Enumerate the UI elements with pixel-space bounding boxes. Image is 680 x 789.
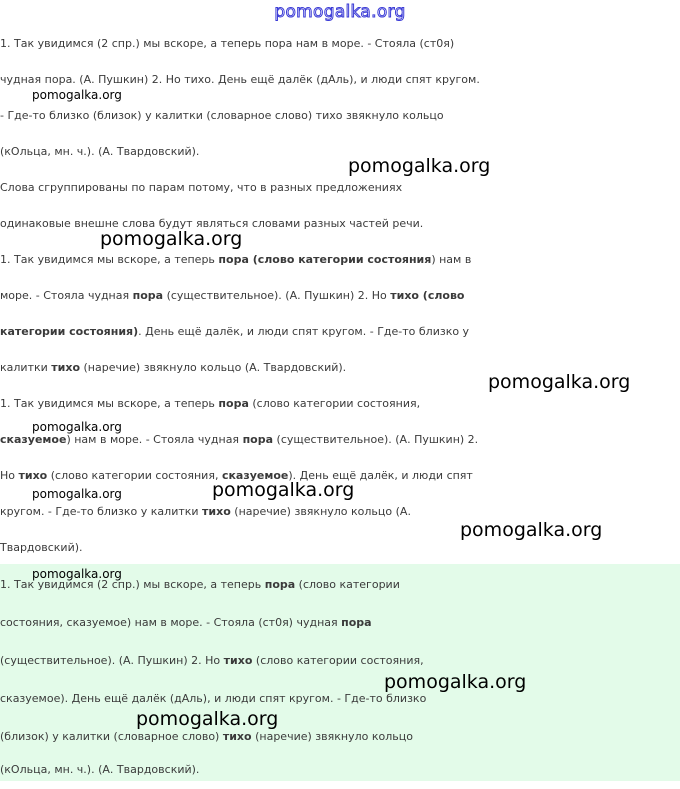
block5-line: 1. Так увидимся (2 спр.) мы вскоре, а теперь пора (слово категории xyxy=(0,578,400,591)
watermark: pomogalka.org xyxy=(136,708,279,730)
watermark: pomogalka.org xyxy=(348,155,491,177)
block3-line: море. - Стояла чудная пора (существительное). (А. Пушкин) 2. Но тихо (слово xyxy=(0,289,465,302)
block3-line: 1. Так увидимся мы вскоре, а теперь пора (слово категории состояния) нам в xyxy=(0,253,472,266)
watermark: pomogalka.org xyxy=(32,487,122,501)
block1-line: - Где-то близко (близок) у калитки (словарное слово) тихо звякнуло кольцо xyxy=(0,109,444,122)
watermark: pomogalka.org xyxy=(488,371,631,393)
block4-line: сказуемое) нам в море. - Стояла чудная пора (существительное). (А. Пушкин) 2. xyxy=(0,433,479,446)
watermark: pomogalka.org xyxy=(32,88,122,102)
block2-line: одинаковые внешне слова будут являться словами разных частей речи. xyxy=(0,217,424,230)
block1-line: 1. Так увидимся (2 спр.) мы вскоре, а теперь пора нам в море. - Стояла (ст0я) xyxy=(0,37,455,50)
block4-line: Но тихо (слово категории состояния, сказуемое). День ещё далёк, и люди спят xyxy=(0,469,473,482)
block5-line: (кОльца, мн. ч.). (А. Твардовский). xyxy=(0,763,200,776)
watermark: pomogalka.org xyxy=(100,228,243,250)
site-logo[interactable]: pomogalka.org xyxy=(274,2,406,22)
block3-line: калитки тихо (наречие) звякнуло кольцо (А. Твардовский). xyxy=(0,361,347,374)
watermark: pomogalka.org xyxy=(32,567,122,581)
block5-line: состояния, сказуемое) нам в море. - Стояла (ст0я) чудная пора xyxy=(0,616,372,629)
block5-line: (существительное). (А. Пушкин) 2. Но тихо (слово категории состояния, xyxy=(0,654,424,667)
block5-line: сказуемое). День ещё далёк (дАль), и люди спят кругом. - Где-то близко xyxy=(0,692,427,705)
block4-line: Твардовский). xyxy=(0,541,83,554)
block3-line: категории состояния). День ещё далёк, и люди спят кругом. - Где-то близко у xyxy=(0,325,470,338)
watermark: pomogalka.org xyxy=(32,420,122,434)
block2-line: Слова сгруппированы по парам потому, что в разных предложениях xyxy=(0,181,403,194)
block1-line: чудная пора. (А. Пушкин) 2. Но тихо. День ещё далёк (дАль), и люди спят кругом. xyxy=(0,73,480,86)
block1-line: (кОльца, мн. ч.). (А. Твардовский). xyxy=(0,145,200,158)
block5-line: (близок) у калитки (словарное слово) тихо (наречие) звякнуло кольцо xyxy=(0,730,413,743)
watermark: pomogalka.org xyxy=(460,519,603,541)
watermark: pomogalka.org xyxy=(212,479,355,501)
watermark: pomogalka.org xyxy=(384,671,527,693)
block4-line: 1. Так увидимся мы вскоре, а теперь пора (слово категории состояния, xyxy=(0,397,421,410)
block4-line: кругом. - Где-то близко у калитки тихо (наречие) звякнуло кольцо (А. xyxy=(0,505,411,518)
